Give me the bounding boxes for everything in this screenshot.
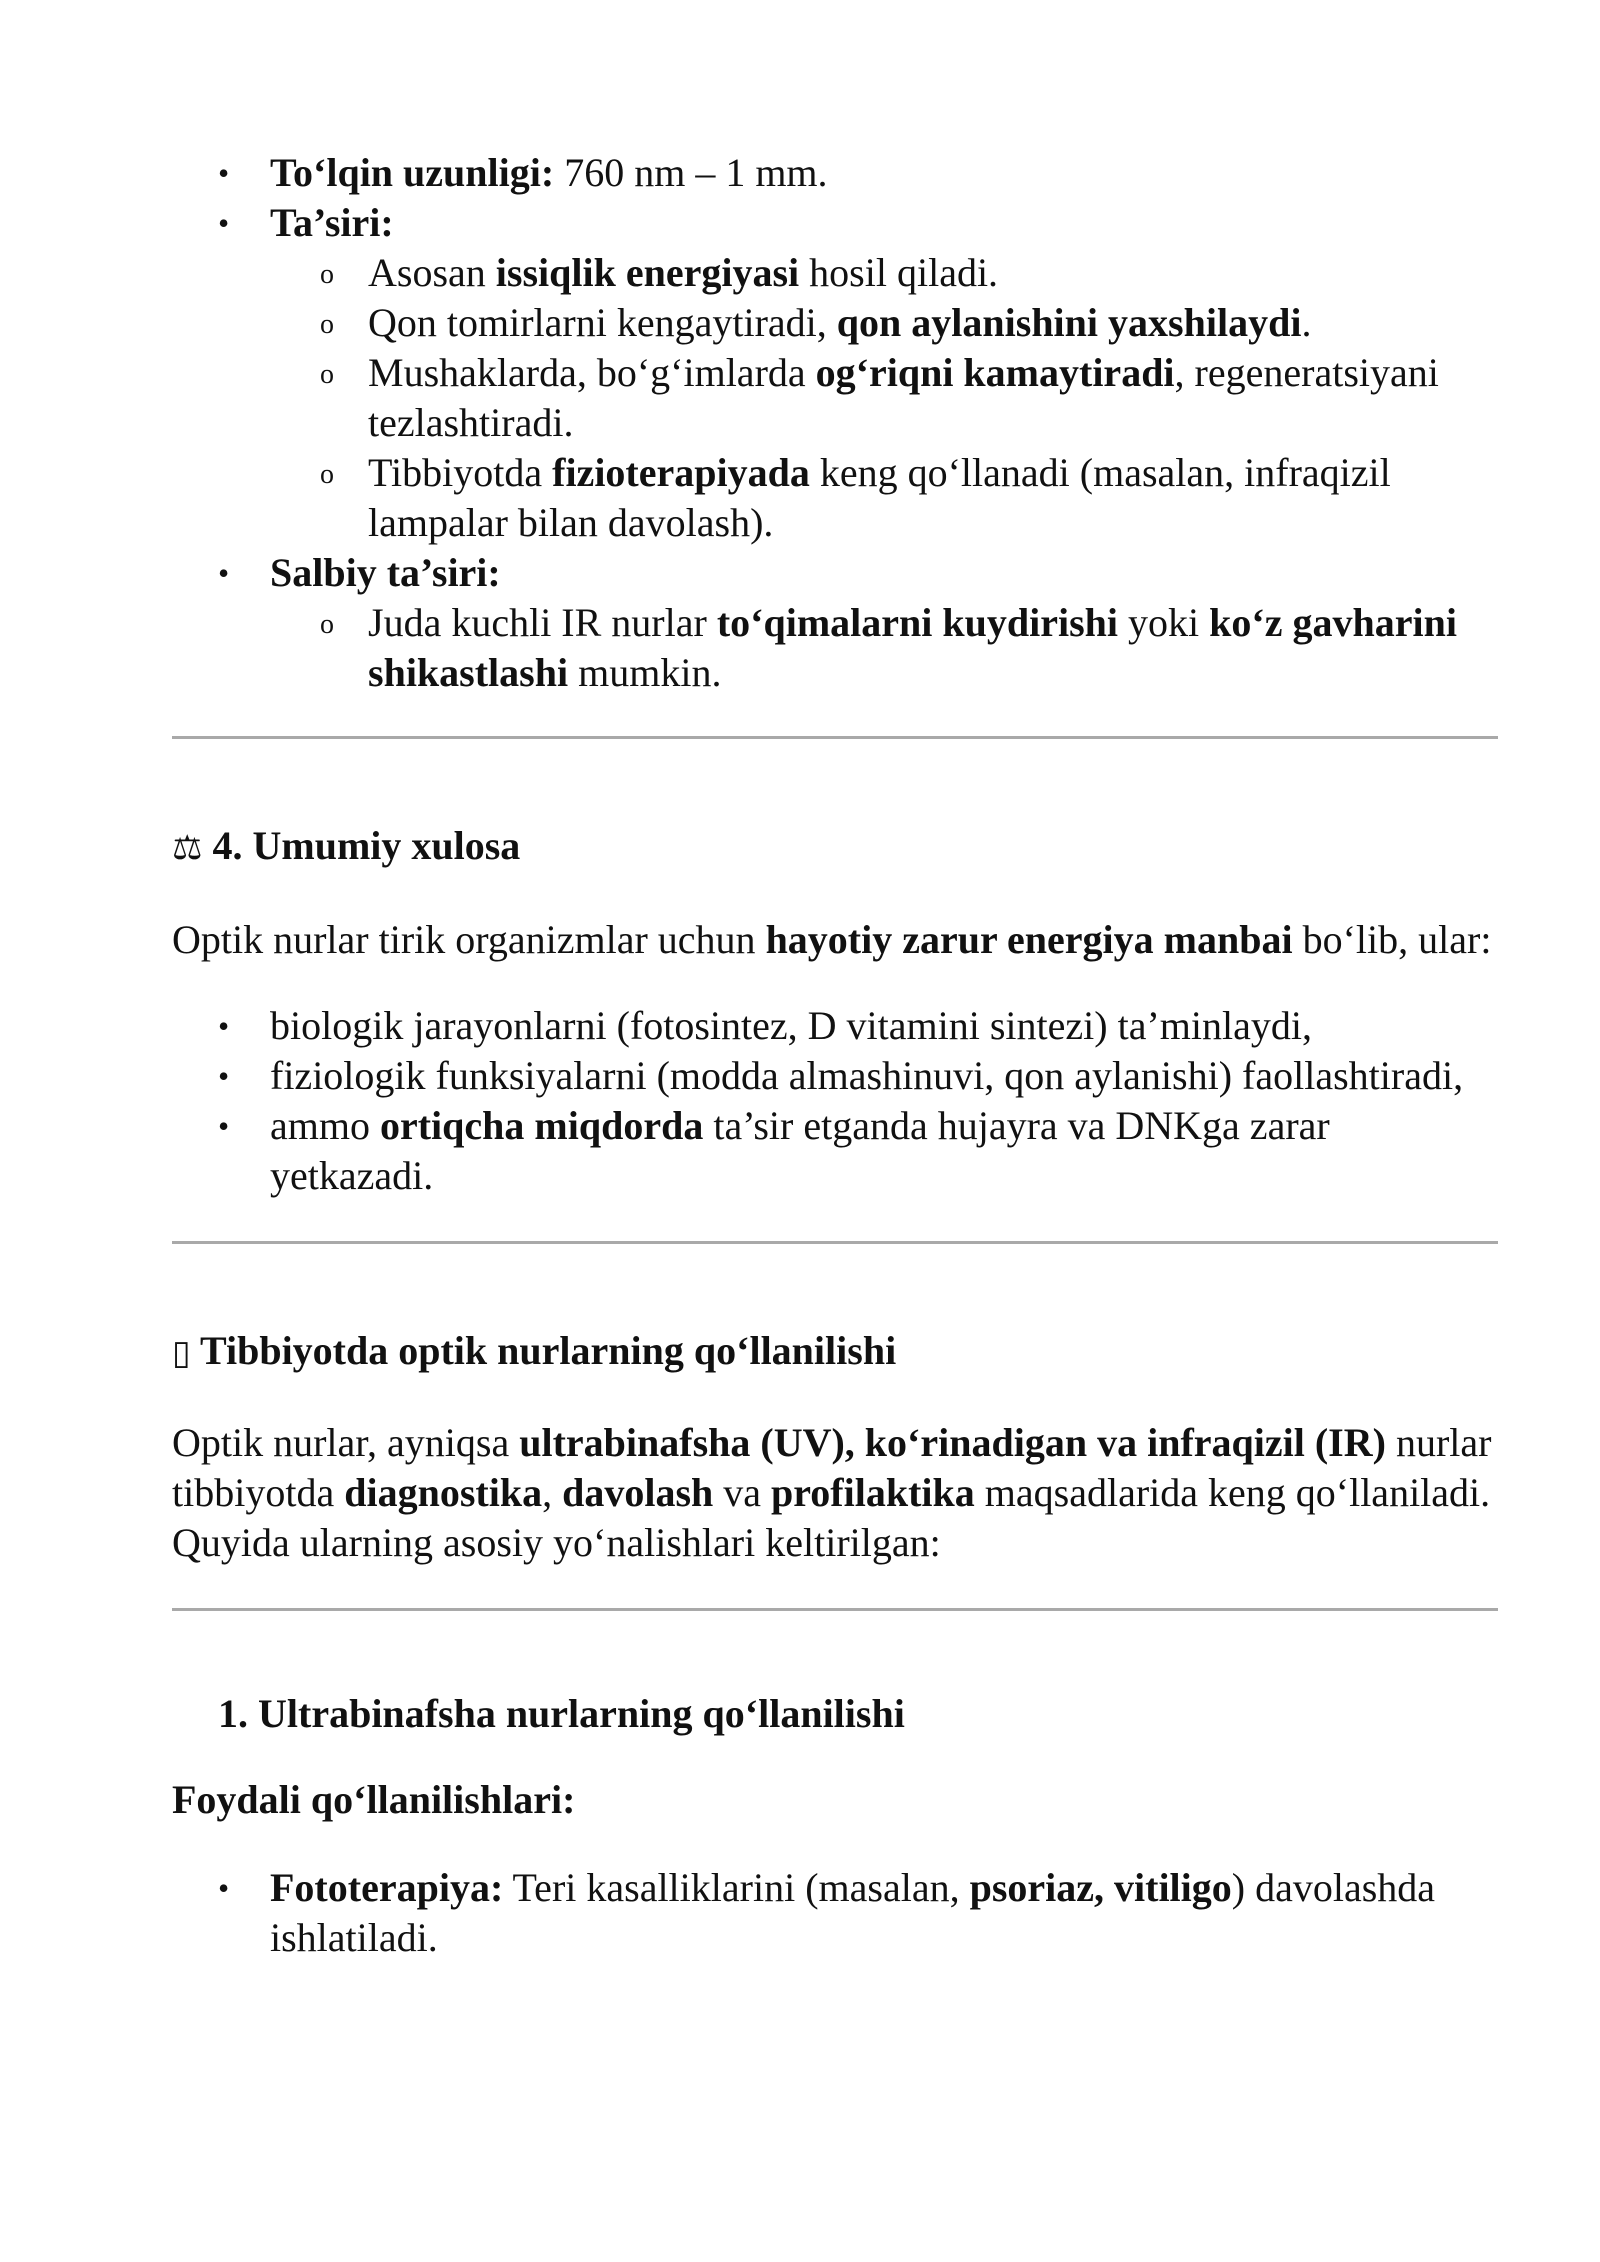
negative-effect-label: Salbiy ta’siri: [270,550,501,595]
summary-list [172,1001,1498,1201]
negative-sublist [270,598,1498,698]
list-item: o Qon tomirlarni kengaytiradi, qon aylanishini yaxshilaydi. [172,298,1498,348]
list-item [172,148,1498,198]
divider [172,1608,1498,1611]
wave-length-label: To‘lqin uzunligi: [270,150,555,195]
divider [172,1241,1498,1244]
list-item [172,198,1498,548]
effects-sublist [270,248,1498,548]
wave-length-value: 760 nm – 1 mm. [554,150,828,195]
list-item: • biologik jarayonlarni (fotosintez, D vitamini sintezi) ta’minlaydi, [172,1001,1498,1051]
list-item: • ammo ortiqcha miqdorda ta’sir etganda hujayra va DNKga zarar yetkazadi. [172,1101,1498,1201]
effect-label: Ta’siri: [270,200,394,245]
uv-heading: 1. Ultrabinafsha nurlarning qo‘llanilishi [218,1691,905,1736]
missing-glyph-icon: ▯ [172,1333,191,1373]
section-heading-medicine: ▯ Tibbiyotda optik nurlarning qo‘llanilishi [172,1328,897,1373]
ir-properties-list [172,148,1498,698]
document-content [172,148,1498,1963]
medicine-paragraph: Optik nurlar, ayniqsa ultrabinafsha (UV), ko‘rinadigan va infraqizil (IR) nurlar tibbiyotda diagnostika, davolash va profilaktika maqsadlarida keng qo‘llaniladi. Quyida ularning asosiy yo‘nalishlari keltirilgan: [172,1420,1492,1565]
summary-intro: Optik nurlar tirik organizmlar uchun hayotiy zarur energiya manbai bo‘lib, ular: [172,917,1492,962]
list-item: o Juda kuchli IR nurlar to‘qimalarni kuydirishi yoki ko‘z gavharini shikastlashi mumkin. [172,598,1498,698]
list-item: o Tibbiyotda fizioterapiyada keng qo‘llanadi (masalan, infraqizil lampalar bilan davolash). [172,448,1498,548]
list-item [172,548,1498,698]
divider [172,736,1498,739]
list-item: • Fototerapiya: Teri kasalliklarini (masalan, psoriaz, vitiligo) davolashda ishlatiladi. [172,1863,1498,1963]
section-heading-summary: ⚖ 4. Umumiy xulosa [172,823,521,868]
list-item: o Asosan issiqlik energiyasi hosil qiladi. [172,248,1498,298]
list-item: o Mushaklarda, bo‘g‘imlarda og‘riqni kamaytiradi, regeneratsiyani tezlashtiradi. [172,348,1498,448]
uv-use-list [172,1863,1498,1963]
useful-heading: Foydali qo‘llanilishlari: [172,1777,576,1822]
list-item: • fiziologik funksiyalarni (modda almashinuvi, qon aylanishi) faollashtiradi, [172,1051,1498,1101]
scales-icon: ⚖ [172,828,203,868]
